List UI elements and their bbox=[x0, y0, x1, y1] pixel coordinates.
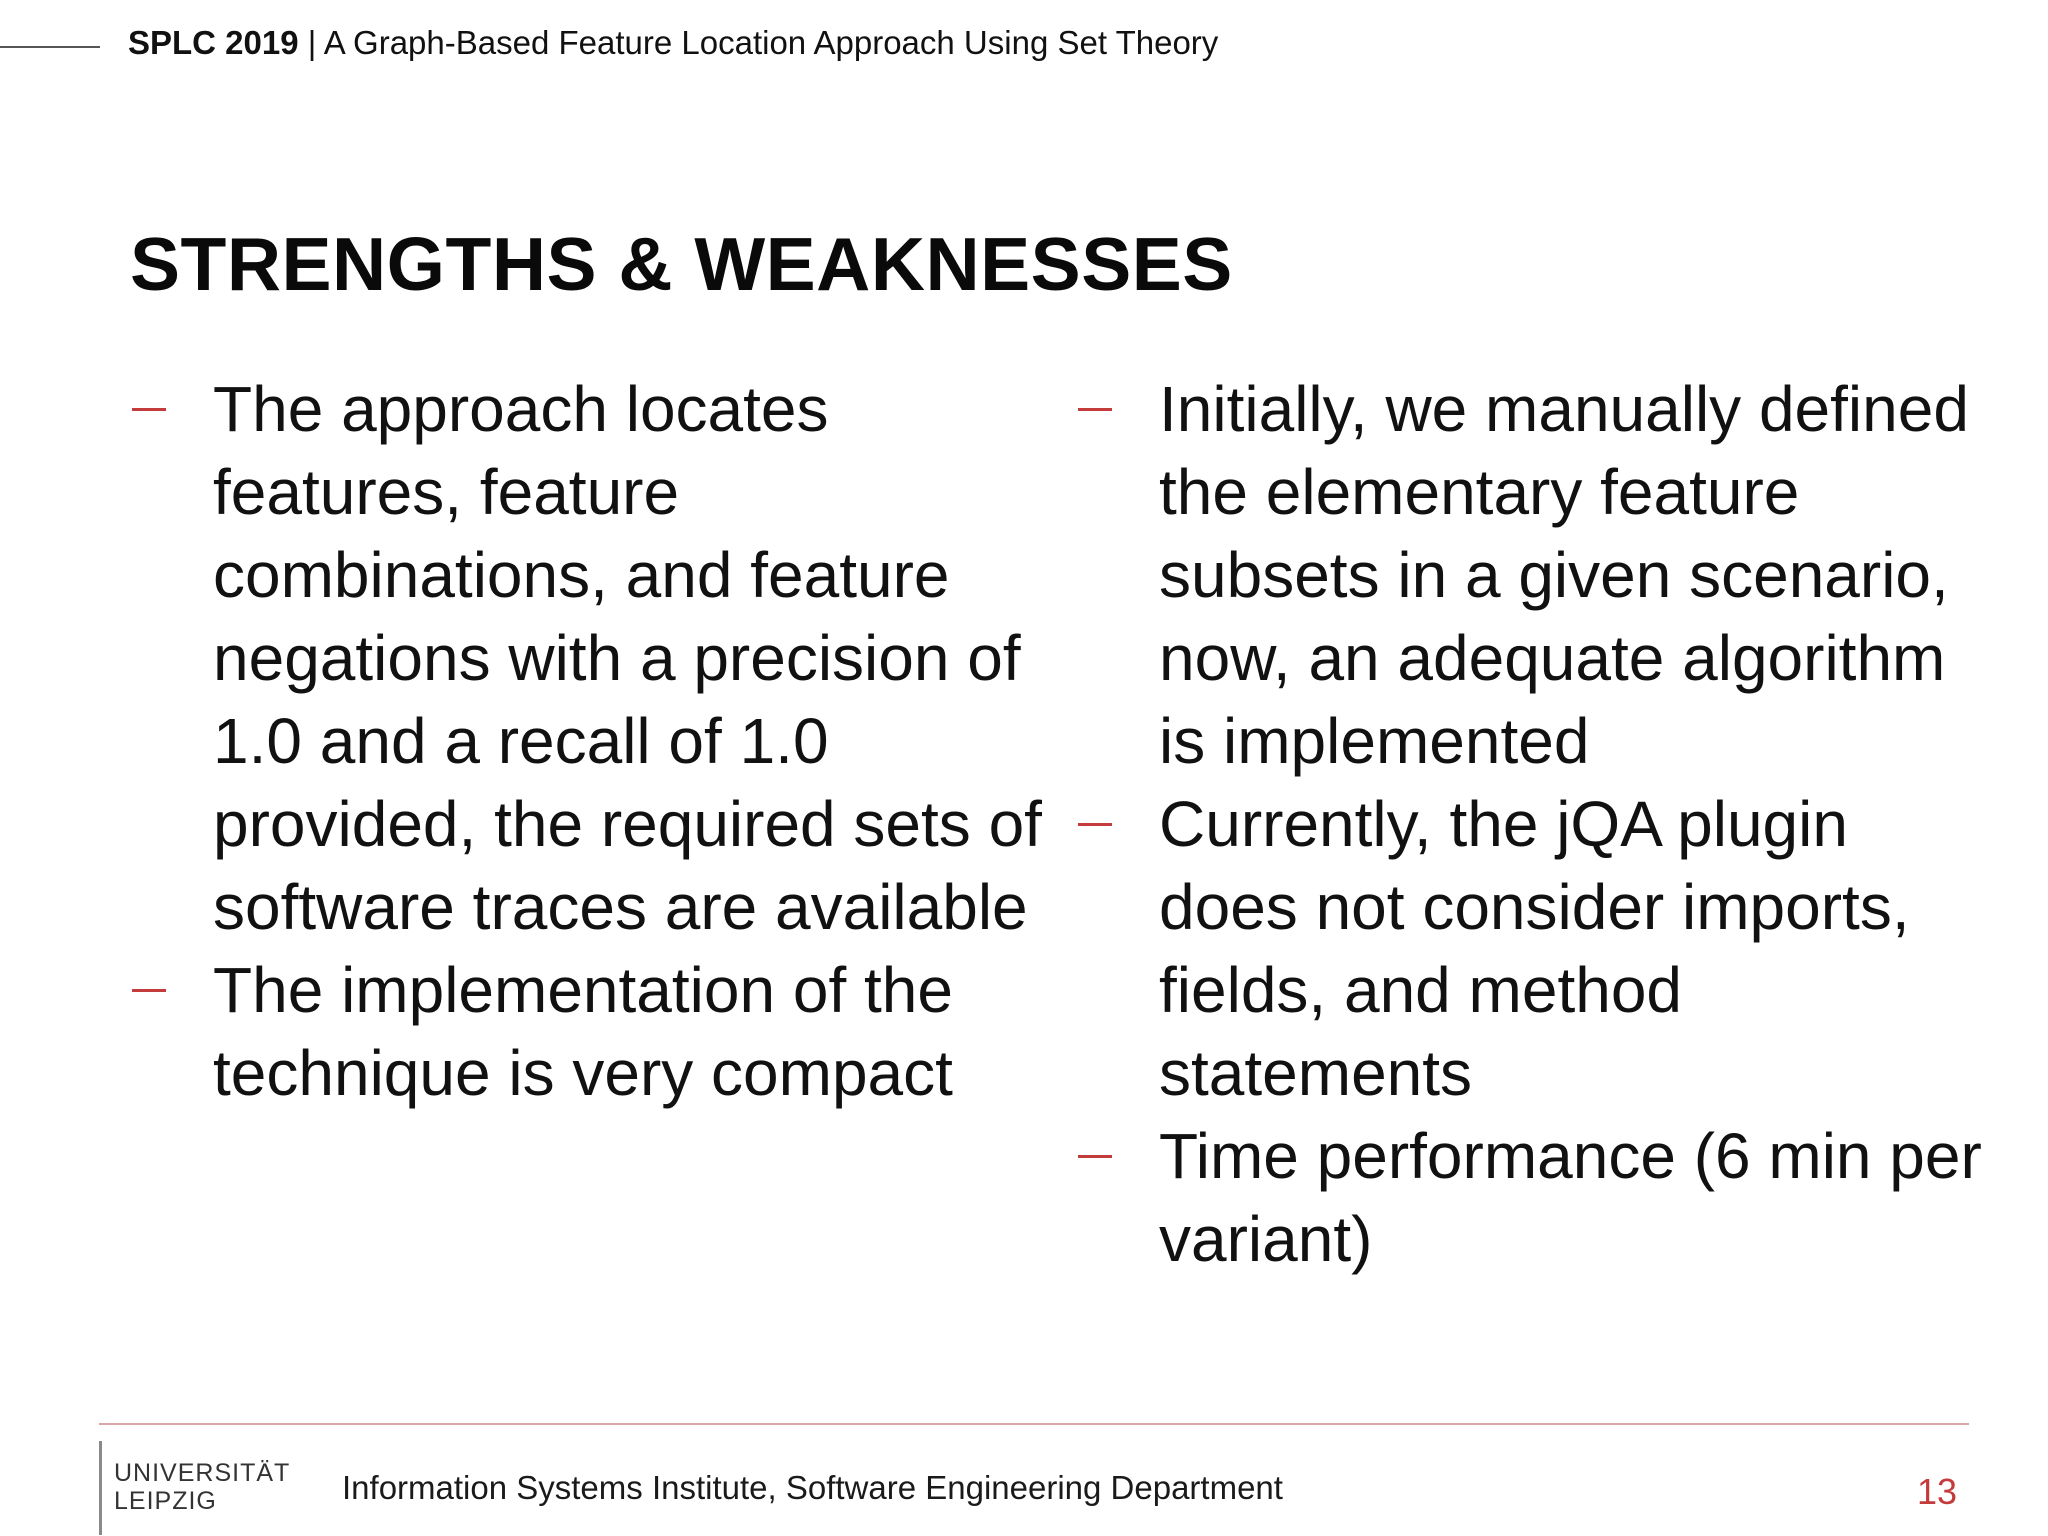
dash-bullet-icon bbox=[132, 989, 166, 992]
logo-line-1: UNIVERSITÄT bbox=[114, 1459, 291, 1487]
list-item bbox=[128, 949, 1048, 1115]
bullet-text: Currently, the jQA plugin does not consider imports, fields, and method statements bbox=[1159, 788, 1910, 1109]
slide-header bbox=[128, 22, 1218, 64]
logo-line-2: LEIPZIG bbox=[114, 1487, 217, 1515]
list-item bbox=[128, 368, 1048, 949]
university-logo bbox=[99, 1441, 290, 1535]
strengths-list bbox=[128, 368, 1048, 1115]
paper-title: A Graph-Based Feature Location Approach Using Set Theory bbox=[323, 24, 1219, 61]
weaknesses-list bbox=[1074, 368, 1994, 1281]
slide-title: STRENGTHS & WEAKNESSES bbox=[130, 222, 1233, 306]
footer-rule bbox=[99, 1423, 1969, 1425]
department-label: Information Systems Institute, Software Engineering Department bbox=[342, 1469, 1283, 1506]
bullet-text: Initially, we manually defined the elementary feature subsets in a given scenario, now, an adequate algorithm is implemented bbox=[1159, 373, 1969, 777]
list-item bbox=[1074, 783, 1994, 1115]
bullet-text: The approach locates features, feature combinations, and feature negations with a precision of 1.0 and a recall of 1.0 provided, the required sets of software traces are available bbox=[213, 373, 1042, 943]
dash-bullet-icon bbox=[1078, 408, 1112, 411]
bullet-text: The implementation of the technique is very compact bbox=[213, 954, 953, 1109]
dash-bullet-icon bbox=[132, 408, 166, 411]
dash-bullet-icon bbox=[1078, 1155, 1112, 1158]
list-item bbox=[1074, 368, 1994, 783]
header-rule bbox=[0, 46, 100, 48]
header-separator: | bbox=[298, 24, 324, 61]
bullet-text: Time performance (6 min per variant) bbox=[1159, 1120, 1982, 1275]
conference-label: SPLC 2019 bbox=[128, 24, 299, 61]
dash-bullet-icon bbox=[1078, 823, 1112, 826]
list-item bbox=[1074, 1115, 1994, 1281]
page-number: 13 bbox=[1917, 1471, 1958, 1512]
